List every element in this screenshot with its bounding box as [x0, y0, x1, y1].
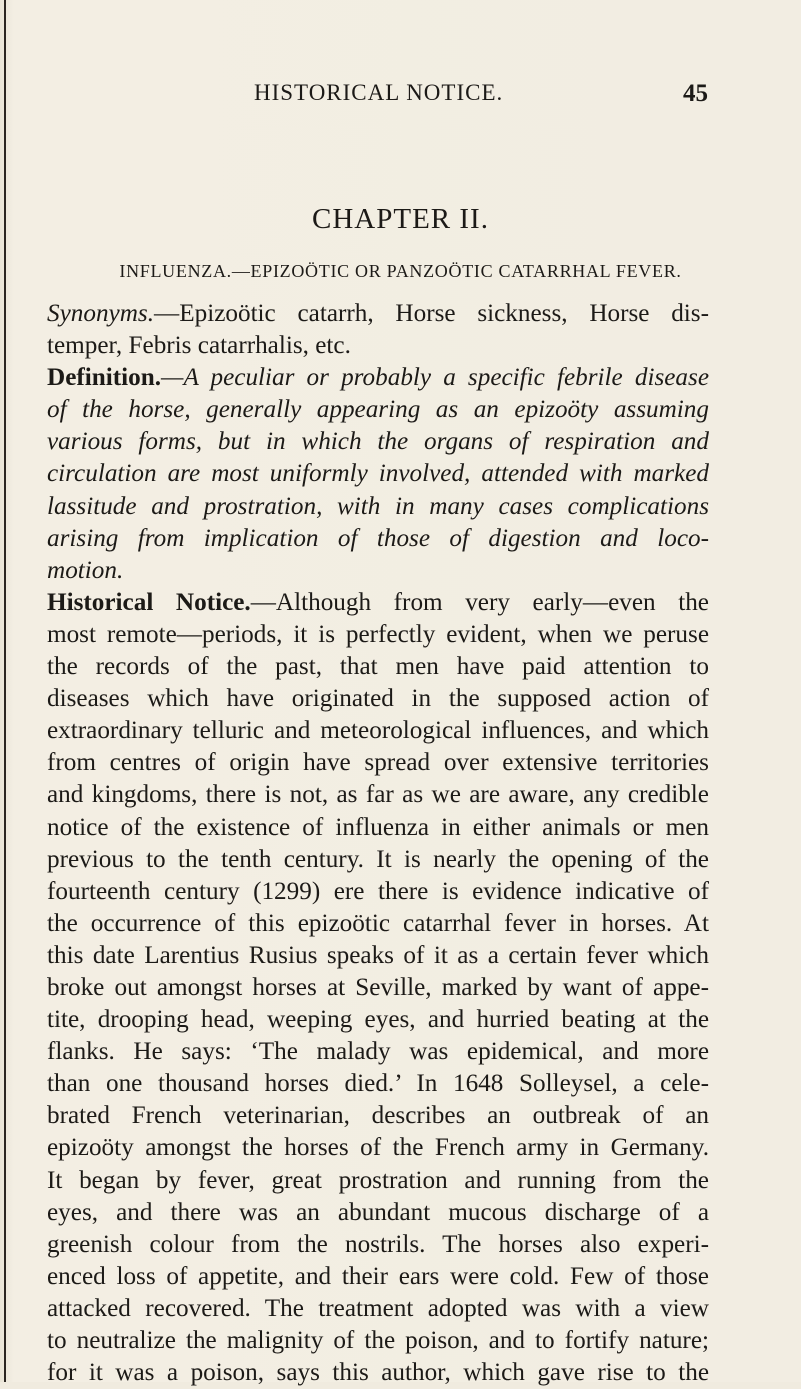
definition-line: circulation are most uniformly involved, attended with marked: [47, 460, 709, 488]
historical-notice-line: fourteenth century (1299) ere there is evidence indicative of: [47, 877, 709, 905]
historical-notice-line: eyes, and there was an abundant mucous discharge of a: [47, 1198, 709, 1226]
historical-notice-line: brated French veterinarian, describes an outbreak of an: [47, 1102, 709, 1130]
historical-notice-line: previous to the tenth century. It is nearly the opening of the: [47, 845, 709, 873]
synonyms-line: temper, Febris catarrhalis, etc.: [47, 332, 351, 360]
historical-notice-line: the records of the past, that men have paid attention to: [47, 653, 709, 681]
historical-notice-line: the occurrence of this epizoötic catarrhal fever in horses. At: [47, 909, 709, 937]
definition-line: various forms, but in which the organs of respiration and: [47, 428, 709, 456]
running-head: HISTORICAL NOTICE.: [254, 80, 504, 105]
historical-notice-line: greenish colour from the nostrils. The horses also experi-: [47, 1230, 709, 1258]
historical-notice-line: from centres of origin have spread over extensive territories: [47, 749, 709, 777]
page-header: [254, 80, 708, 112]
page-number: 45: [683, 80, 708, 107]
historical-notice-line: attacked recovered. The treatment adopted was with a view: [47, 1294, 709, 1322]
chapter-title: CHAPTER II.: [312, 203, 489, 235]
historical-notice-line: Historical Notice.—Although from very early—even the: [47, 588, 709, 616]
definition-line: lassitude and prostration, with in many cases complications: [47, 492, 709, 520]
historical-notice-line: flanks. He says: ‘The malady was epidemical, and more: [47, 1038, 709, 1066]
historical-notice-line: tite, drooping head, weeping eyes, and hurried beating at the: [47, 1006, 709, 1034]
definition-label: Definition.: [47, 364, 162, 392]
historical-notice-line: to neutralize the malignity of the poison, and to fortify nature;: [47, 1327, 709, 1354]
synonyms-line: Synonyms.—Epizoötic catarrh, Horse sickness, Horse dis-: [47, 300, 709, 327]
historical-notice-line: extraordinary telluric and meteorological influences, and which: [47, 717, 709, 745]
historical-notice-line: notice of the existence of influenza in either animals or men: [47, 813, 709, 841]
definition-line: of the horse, generally appearing as an epizoöty assuming: [47, 396, 709, 424]
definition-line: arising from implication of those of digestion and loco-: [47, 524, 709, 552]
historical-notice-label: Historical Notice.: [47, 588, 251, 616]
historical-notice-line: epizoöty amongst the horses of the French army in Germany.: [47, 1134, 709, 1162]
historical-notice-line: It began by fever, great prostration and running from the: [47, 1166, 709, 1194]
chapter-subtitle: INFLUENZA.—EPIZOÖTIC OR PANZOÖTIC CATARRHAL FEVER.: [119, 261, 682, 281]
historical-notice-line: than one thousand horses died.’ In 1648 Solleysel, a cele-: [47, 1070, 709, 1098]
definition-line: Definition.—A peculiar or probably a specific febrile disease: [47, 364, 709, 392]
synonyms-label: Synonyms.: [47, 300, 155, 327]
historical-notice-line: for it was a poison, says this author, which gave rise to the: [47, 1359, 709, 1387]
historical-notice-line: this date Larentius Rusius speaks of it as a certain fever which: [47, 941, 709, 969]
historical-notice-line: and kingdoms, there is not, as far as we are aware, any credible: [47, 781, 709, 809]
historical-notice-line: most remote—periods, it is perfectly evident, when we peruse: [47, 620, 709, 648]
historical-notice-line: diseases which have originated in the supposed action of: [47, 685, 709, 713]
definition-line: motion.: [47, 556, 124, 584]
body-text: [47, 298, 709, 1389]
historical-notice-line: enced loss of appetite, and their ears were cold. Few of those: [47, 1262, 709, 1290]
historical-notice-line: broke out amongst horses at Seville, marked by want of appe-: [47, 973, 709, 1001]
